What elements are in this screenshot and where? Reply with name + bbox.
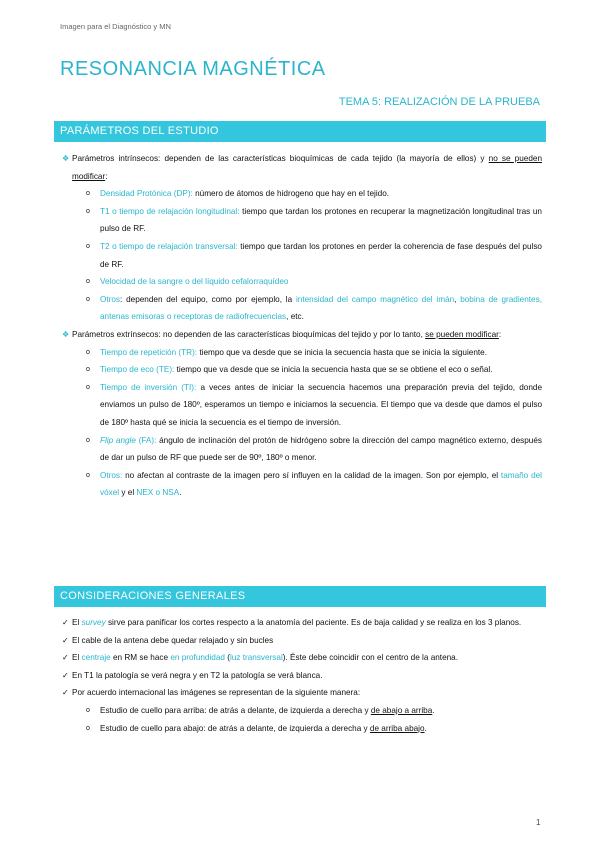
list-item: ✓ El centraje en RM se hace en profundidad (luz transversal). Éste debe coincidir con el centro de la antena.: [62, 649, 542, 667]
list-item: o Tiempo de eco (TE): tiempo que va desde que se inicia la secuencia hasta que se se obtiene el eco o señal.: [62, 361, 542, 379]
circle-bullet-icon: o: [86, 436, 90, 444]
section-heading-consideraciones: CONSIDERACIONES GENERALES: [54, 586, 546, 607]
checkmark-icon: ✓: [62, 653, 69, 663]
list-item: ✓ El cable de la antena debe quedar relajado y sin bucles: [62, 632, 542, 650]
section-parametros-body: [62, 150, 542, 502]
list-item: o Tiempo de inversión (TI): a veces antes de iniciar la secuencia hacemos una preparación previa del tejido, donde enviamos un pulso de 180º, esperamos un tiempo e iniciamos la secuencia. El tiempo que va desde que damos el pulso de 180º hasta qué se inicia la secuencia es el tiempo de inversión.: [62, 379, 542, 432]
circle-bullet-icon: o: [86, 190, 90, 198]
list-item: o Tiempo de repetición (TR): tiempo que va desde que se inicia la secuencia hasta que se inicia la siguiente.: [62, 344, 542, 362]
circle-bullet-icon: o: [86, 295, 90, 303]
circle-bullet-icon: o: [86, 724, 90, 732]
page-number: 1: [536, 818, 541, 827]
list-item: o T2 o tiempo de relajación transversal: tiempo que tardan los protones en perder la coherencia de fase después del pulso de RF.: [62, 238, 542, 273]
section-consideraciones-body: [62, 614, 542, 737]
list-item: o Estudio de cuello para arriba: de atrás a delante, de izquierda a derecha y de abajo a arriba.: [62, 702, 542, 720]
circle-bullet-icon: o: [86, 207, 90, 215]
list-item-intrinsic: ❖ Parámetros intrínsecos: dependen de las características bioquímicas de cada tejido (la mayoría de ellos) y no se pueden modificar:: [62, 150, 542, 185]
section-heading-parametros: PARÁMETROS DEL ESTUDIO: [54, 121, 546, 142]
circle-bullet-icon: o: [86, 348, 90, 356]
list-item: ✓ El survey sirve para panificar los cortes respecto a la anatomía del paciente. Es de baja calidad y se realiza en los 3 planos.: [62, 614, 542, 632]
circle-bullet-icon: o: [86, 242, 90, 250]
diamond-bullet-icon: ❖: [62, 154, 70, 163]
diamond-bullet-icon: ❖: [62, 329, 70, 339]
circle-bullet-icon: o: [86, 366, 90, 374]
list-item: o T1 o tiempo de relajación longitudinal: tiempo que tardan los protones en recuperar la magnetización longitudinal tras un pulso de RF.: [62, 203, 542, 238]
list-item: o Estudio de cuello para abajo: de atrás a delante, de izquierda a derecha y de arriba abajo.: [62, 720, 542, 738]
list-item: o Densidad Protónica (DP): número de átomos de hidrogeno que hay en el tejido.: [62, 185, 542, 203]
running-header: Imagen para el Diagnóstico y MN: [60, 22, 171, 31]
list-item: o Otros: no afectan al contraste de la imagen pero sí influyen en la calidad de la imagen. Son por ejemplo, el tamaño del vóxel y el NEX o NSA.: [62, 467, 542, 502]
circle-bullet-icon: o: [86, 383, 90, 391]
list-item: o Velocidad de la sangre o del líquido cefalorraquídeo: [62, 273, 542, 291]
checkmark-icon: ✓: [62, 688, 69, 698]
list-item-extrinsic: ❖ Parámetros extrínsecos: no dependen de las características bioquímicas del tejido y por lo tanto, se pueden modificar:: [62, 326, 542, 344]
circle-bullet-icon: o: [86, 471, 90, 479]
circle-bullet-icon: o: [86, 706, 90, 714]
checkmark-icon: ✓: [62, 618, 69, 627]
checkmark-icon: ✓: [62, 670, 69, 680]
circle-bullet-icon: o: [86, 278, 90, 286]
list-item: o Flip angle (FA): ángulo de inclinación del protón de hidrógeno sobre la dirección del campo magnético externo, después de dar un pulso de RF que puede ser de 90º, 180º o menor.: [62, 432, 542, 467]
list-item: ✓ En T1 la patología se verá negra y en T2 la patología se verá blanca.: [62, 667, 542, 685]
list-item: o Otros: dependen del equipo, como por ejemplo, la intensidad del campo magnético del imán, bobina de gradientes, antenas emisoras o receptoras de radiofrecuencias, etc.: [62, 291, 542, 326]
page-title: RESONANCIA MAGNÉTICA: [60, 58, 326, 80]
page-subtitle: TEMA 5: REALIZACIÓN DE LA PRUEBA: [338, 96, 540, 108]
list-item: ✓ Por acuerdo internacional las imágenes se representan de la siguiente manera:: [62, 684, 542, 702]
checkmark-icon: ✓: [62, 635, 69, 645]
